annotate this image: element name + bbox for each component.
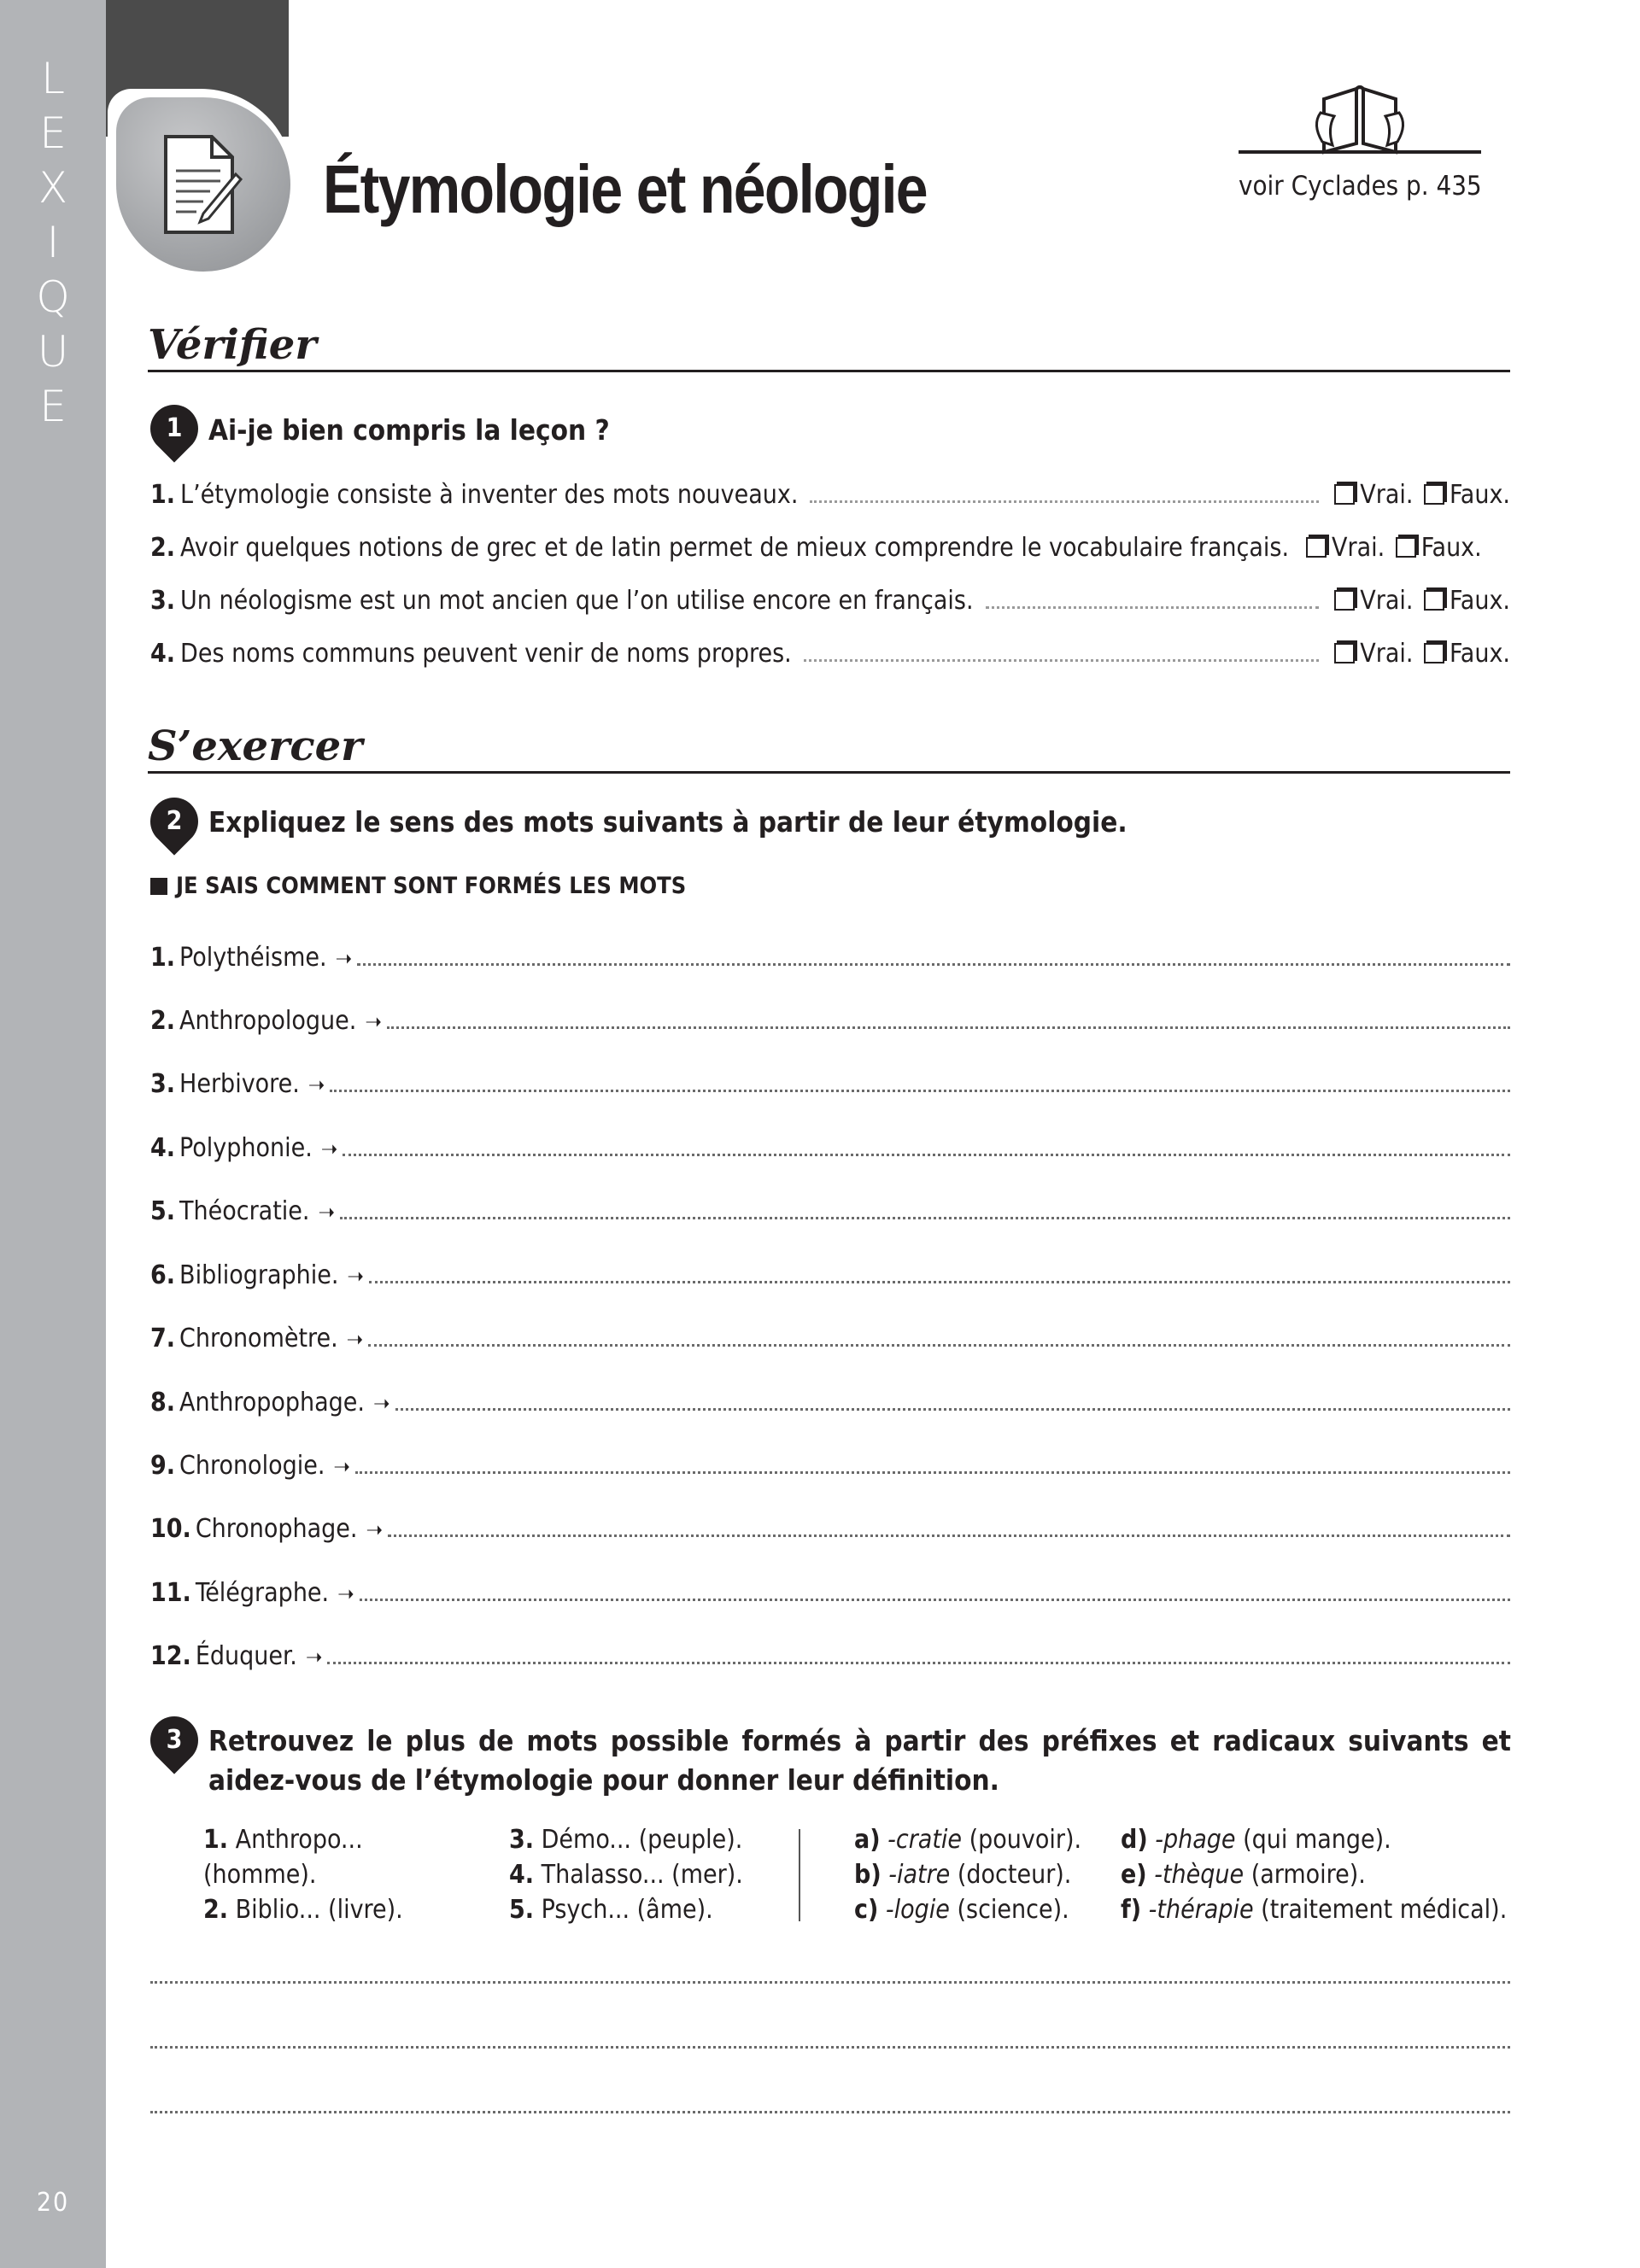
arrow-icon: ➝	[366, 1517, 384, 1543]
sidebar-letter: E	[39, 108, 67, 158]
faux-checkbox[interactable]	[1424, 590, 1444, 611]
column-divider	[799, 1829, 800, 1921]
answer-line[interactable]	[355, 1456, 1510, 1474]
cyclades-reference: voir Cyclades p. 435	[1239, 171, 1482, 202]
faux-checkbox[interactable]	[1424, 484, 1444, 505]
answer-line[interactable]	[150, 1979, 1510, 1984]
dotted-leader	[804, 646, 1320, 662]
dotted-leader	[986, 593, 1320, 609]
word-answer-row: 6. Bibliographie. ➝	[150, 1260, 1510, 1290]
prefix-column-2: 3. Démo... (peuple). 4. Thalasso... (mer). 5. Psych... (âme).	[509, 1825, 743, 1925]
vrai-checkbox[interactable]	[1334, 484, 1355, 505]
arrow-icon: ➝	[373, 1391, 390, 1417]
reading-book-icon	[1239, 82, 1481, 159]
sidebar-letter: E	[39, 382, 67, 431]
arrow-icon: ➝	[318, 1200, 336, 1225]
word-answer-row: 2. Anthropologue. ➝	[150, 1006, 1510, 1036]
sidebar-letter: I	[46, 218, 60, 267]
section-rule	[148, 771, 1510, 774]
question-row: 2. Avoir quelques notions de grec et de latin permet de mieux comprendre le vocabulaire français. Vrai. Faux.	[150, 533, 1482, 563]
word-answer-row: 4. Polyphonie. ➝	[150, 1133, 1510, 1163]
answer-line[interactable]	[340, 1201, 1510, 1219]
choice-group: Vrai. Faux.	[1331, 639, 1510, 669]
faux-checkbox[interactable]	[1424, 643, 1444, 663]
answer-line[interactable]	[327, 1646, 1510, 1664]
suffix-column-2: d) -phage (qui mange). e) -thèque (armoire). f) -thérapie (traitement médical).	[1121, 1825, 1508, 1925]
arrow-icon: ➝	[333, 1454, 351, 1480]
question-text: L’étymologie consiste à inventer des mots nouveaux.	[180, 480, 799, 510]
word-answer-row: 3. Herbivore. ➝	[150, 1069, 1510, 1099]
dotted-leader	[810, 487, 1319, 503]
word-answer-row: 8. Anthropophage. ➝	[150, 1388, 1510, 1418]
answer-line[interactable]	[150, 2044, 1510, 2049]
document-pen-icon	[159, 133, 244, 236]
choice-group: Vrai. Faux.	[1331, 586, 1510, 616]
arrow-icon: ➝	[365, 1009, 382, 1035]
answer-line[interactable]	[387, 1011, 1510, 1029]
sidebar-letter: Q	[36, 272, 70, 322]
answer-line[interactable]	[360, 1583, 1510, 1601]
word-answer-row: 11. Télégraphe. ➝	[150, 1578, 1510, 1608]
question-row: 1. L’étymologie consiste à inventer des mots nouveaux. Vrai. Faux.	[150, 480, 1510, 510]
section-verifier-heading: Vérifier	[148, 321, 317, 369]
arrow-icon: ➝	[337, 1581, 354, 1607]
vrai-checkbox[interactable]	[1306, 537, 1327, 558]
answer-line[interactable]	[368, 1329, 1510, 1347]
sidebar	[0, 0, 106, 2268]
word-answer-row: 1. Polythéisme. ➝	[150, 943, 1510, 973]
choice-group: Vrai. Faux.	[1331, 480, 1510, 510]
document-badge	[116, 97, 290, 272]
word-answer-row: 5. Théocratie. ➝	[150, 1196, 1510, 1226]
word-answer-row: 10. Chronophage. ➝	[150, 1514, 1510, 1544]
question-row: 4. Des noms communs peuvent venir de noms propres. Vrai. Faux.	[150, 639, 1510, 669]
arrow-icon: ➝	[335, 946, 353, 972]
sidebar-letter: L	[41, 54, 65, 103]
word-answer-row: 12. Éduquer. ➝	[150, 1641, 1510, 1671]
exercise-3-instruction: Retrouvez le plus de mots possible formés à partir des préfixes et radicaux suivants et aidez-vous de l’étymologie pour donner leur définition.	[208, 1724, 1511, 1797]
answer-line[interactable]	[388, 1519, 1510, 1537]
page-title: Étymologie et néologie	[323, 151, 927, 227]
arrow-icon: ➝	[308, 1073, 325, 1098]
arrow-icon: ➝	[347, 1264, 365, 1289]
exercise-2-instruction: Expliquez le sens des mots suivants à partir de leur étymologie.	[208, 805, 1128, 839]
exercise-number-badge: 1	[140, 395, 208, 462]
arrow-icon: ➝	[346, 1327, 364, 1353]
answer-line[interactable]	[330, 1074, 1510, 1092]
question-text: Des noms communs peuvent venir de noms propres.	[180, 639, 792, 669]
arrow-icon: ➝	[305, 1645, 323, 1670]
suffix-column-1: a) -cratie (pouvoir). b) -iatre (docteur). c) -logie (science).	[854, 1825, 1082, 1925]
sidebar-letter: U	[37, 327, 69, 377]
question-row: 3. Un néologisme est un mot ancien que l’on utilise encore en français. Vrai. Faux.	[150, 586, 1510, 616]
word-answer-row: 7. Chronomètre. ➝	[150, 1324, 1510, 1353]
answer-line[interactable]	[369, 1266, 1510, 1283]
exercise-number-badge: 3	[140, 1706, 208, 1774]
section-exercer-heading: S’exercer	[148, 722, 363, 770]
question-text: Avoir quelques notions de grec et de latin permet de mieux comprendre le vocabulaire français.	[180, 533, 1290, 563]
word-answer-row: 9. Chronologie. ➝	[150, 1451, 1510, 1481]
arrow-icon: ➝	[320, 1137, 338, 1162]
vrai-checkbox[interactable]	[1334, 643, 1355, 663]
answer-line[interactable]	[150, 2109, 1510, 2113]
answer-line[interactable]	[357, 948, 1510, 966]
sidebar-letter: X	[38, 163, 68, 213]
square-bullet-icon	[150, 878, 167, 895]
exercise-1-instruction: Ai-je bien compris la leçon ?	[208, 413, 610, 447]
answer-line[interactable]	[395, 1393, 1510, 1411]
question-text: Un néologisme est un mot ancien que l’on utilise encore en français.	[180, 586, 974, 616]
exercise-number-badge: 2	[140, 787, 208, 855]
faux-checkbox[interactable]	[1396, 537, 1416, 558]
sidebar-label	[24, 51, 82, 434]
skill-subheading: JE SAIS COMMENT SONT FORMÉS LES MOTS	[150, 873, 686, 899]
vrai-checkbox[interactable]	[1334, 590, 1355, 611]
prefix-column-1: 1. Anthropo... (homme). 2. Biblio... (livre).	[203, 1825, 403, 1925]
choice-group: Vrai. Faux.	[1303, 533, 1482, 563]
page-number: 20	[36, 2188, 70, 2218]
section-rule	[148, 370, 1510, 372]
answer-line[interactable]	[343, 1138, 1510, 1156]
